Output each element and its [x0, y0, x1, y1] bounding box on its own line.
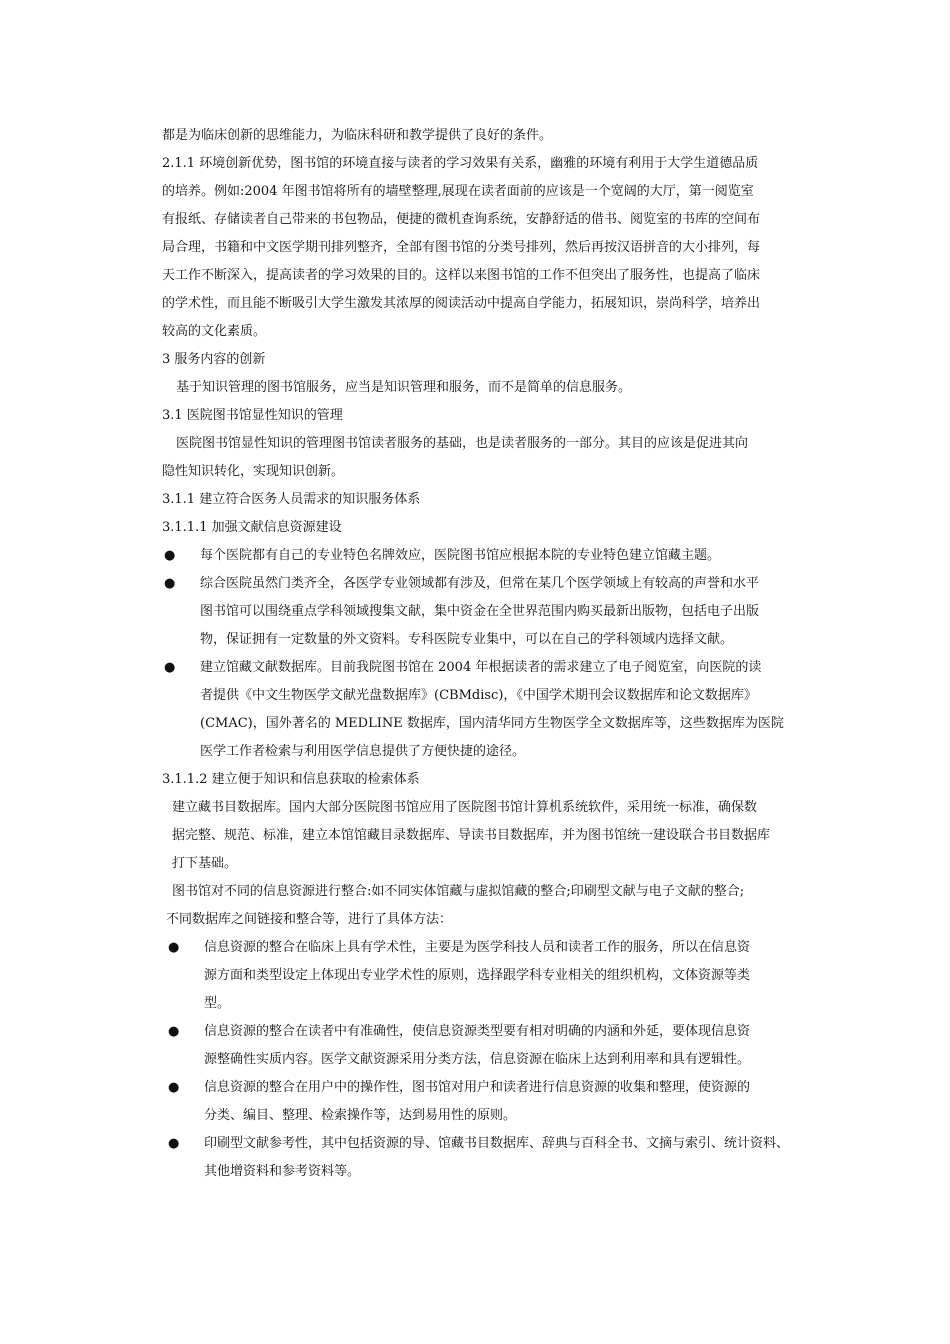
paragraph-resource-integration — [162, 878, 822, 934]
bullet-icon: ● — [164, 548, 176, 563]
bullet-icon: ● — [168, 1136, 180, 1151]
document-body — [162, 122, 822, 1186]
text-line: 打下基础。 — [172, 856, 238, 871]
text-line: (CMAC)，国外著名的 MEDLINE 数据库，国内清华同方生物医学全文数据库等，这些数据库为医院 — [200, 716, 784, 731]
text-line: 源方面和类型设定上体现出专业学术性的原则，选择跟学科专业相关的组织机构，文体资源等类 — [204, 968, 751, 983]
text-line: 印刷型文献参考性，其中包括资源的导、馆藏书目数据库、辞典与百科全书、文摘与索引、统计资料、 — [204, 1136, 790, 1151]
text-line: 不同数据库之间链接和整合等，进行了具体方法： — [166, 912, 453, 927]
section-heading-3-1: 3.1 医院图书馆显性知识的管理 — [162, 408, 343, 423]
bullet-icon: ● — [164, 576, 176, 591]
bullet-icon: ● — [164, 660, 176, 675]
text-line: 建立藏书目数据库。国内大部分医院图书馆应用了医院图书馆计算机系统软件，采用统一标准，确保数 — [172, 800, 758, 815]
text-line: 分类、编目、整理、检索操作等，达到易用性的原则。 — [204, 1108, 517, 1123]
text-line: 型。 — [204, 996, 231, 1011]
section-heading-3-1-1-2: 3.1.1.2 建立便于知识和信息获取的检索体系 — [162, 772, 420, 787]
list-item — [162, 934, 822, 1018]
paragraph-3-1 — [162, 430, 822, 486]
bullet-list-resources — [162, 542, 822, 766]
text-line: 隐性知识转化，实现知识创新。 — [162, 464, 345, 479]
text-line: 其他增资料和参考资料等。 — [204, 1164, 361, 1179]
text-line: 图书馆对不同的信息资源进行整合:如不同实体馆藏与虚拟馆藏的整合;印刷型文献与电子文献的整合; — [172, 884, 745, 899]
text-line: 天工作不断深入，提高读者的学习效果的目的。这样以来图书馆的工作不但突出了服务性，也提高了临床 — [162, 268, 761, 283]
paragraph-intro — [162, 122, 822, 150]
text-line: 的学术性，而且能不断吸引大学生激发其浓厚的阅读活动中提高自学能力，拓展知识，崇尚科学，培养出 — [162, 296, 761, 311]
text-line: 都是为临床创新的思维能力，为临床科研和教学提供了良好的条件。 — [162, 128, 553, 143]
text-line: 信息资源的整合在用户中的操作性，图书馆对用户和读者进行信息资源的收集和整理，使资源的 — [204, 1080, 751, 1095]
text-line: 医学工作者检索与利用医学信息提供了方便快捷的途径。 — [200, 744, 526, 759]
list-item — [162, 570, 822, 654]
text-line: 者提供《中文生物医学文献光盘数据库》(CBMdisc)，《中国学术期刊会议数据库和论文数据库》 — [200, 688, 757, 703]
text-line: 建立馆藏文献数据库。目前我院图书馆在 2004 年根据读者的需求建立了电子阅览室，向医院的读 — [200, 660, 762, 675]
bullet-icon: ● — [168, 940, 180, 955]
text-line: 有报纸、存储读者自己带来的书包物品，便捷的微机查询系统，安静舒适的借书、阅览室的书库的空间布 — [162, 212, 761, 227]
list-item — [162, 1018, 822, 1074]
bullet-icon: ● — [168, 1024, 180, 1039]
paragraph-3 — [162, 374, 822, 402]
text-line: 2.1.1 环境创新优势，图书馆的环境直接与读者的学习效果有关系，幽雅的环境有利用于大学生道德品质 — [162, 156, 759, 171]
text-line: 局合理，书籍和中文医学期刊排列整齐，全部有图书馆的分类号排列，然后再按汉语拼音的大小排列，每 — [162, 240, 761, 255]
text-line: 医院图书馆显性知识的管理图书馆读者服务的基础，也是读者服务的一部分。其目的应该是促进其向 — [176, 436, 749, 451]
list-item — [162, 1130, 822, 1186]
text-line: 综合医院虽然门类齐全，各医学专业领域都有涉及，但常在某几个医学领域上有较高的声誉和水平 — [200, 576, 760, 591]
bullet-list-integration — [162, 934, 822, 1186]
list-item — [162, 1074, 822, 1130]
text-line: 源整确性实质内容。医学文献资源采用分类方法，信息资源在临床上达到利用率和具有逻辑性。 — [204, 1052, 751, 1067]
text-line: 信息资源的整合在临床上具有学术性，主要是为医学科技人员和读者工作的服务，所以在信息资 — [204, 940, 751, 955]
paragraph-2-1-1 — [162, 150, 822, 346]
paragraph-catalog-database — [162, 794, 822, 878]
text-line: 较高的文化素质。 — [162, 324, 267, 339]
section-heading-3-1-1: 3.1.1 建立符合医务人员需求的知识服务体系 — [162, 492, 421, 507]
list-item — [162, 654, 822, 766]
section-heading-3-1-1-1: 3.1.1.1 加强文献信息资源建设 — [162, 520, 342, 535]
bullet-icon: ● — [168, 1080, 180, 1095]
text-line: 据完整、规范、标准，建立本馆馆藏目录数据库、导读书目数据库，并为图书馆统一建设联合书目数据库 — [172, 828, 771, 843]
text-line: 图书馆可以围绕重点学科领域搜集文献，集中资金在全世界范围内购买最新出版物，包括电子出版 — [200, 604, 760, 619]
text-line: 信息资源的整合在读者中有准确性，使信息资源类型要有相对明确的内涵和外延，要体现信息资 — [204, 1024, 751, 1039]
text-line: 的培养。例如:2004 年图书馆将所有的墙壁整理,展现在读者面前的应该是一个宽阔的大厅，第一阅览室 — [162, 184, 754, 199]
text-line: 物，保证拥有一定数量的外文资料。专科医院专业集中，可以在自己的学科领域内选择文献。 — [200, 632, 734, 647]
text-line: 基于知识管理的图书馆服务，应当是知识管理和服务，而不是简单的信息服务。 — [176, 380, 632, 395]
list-item — [162, 542, 822, 570]
text-line: 每个医院都有自己的专业特色名牌效应，医院图书馆应根据本院的专业特色建立馆藏主题。 — [200, 548, 721, 563]
section-heading-3: 3 服务内容的创新 — [162, 352, 266, 367]
